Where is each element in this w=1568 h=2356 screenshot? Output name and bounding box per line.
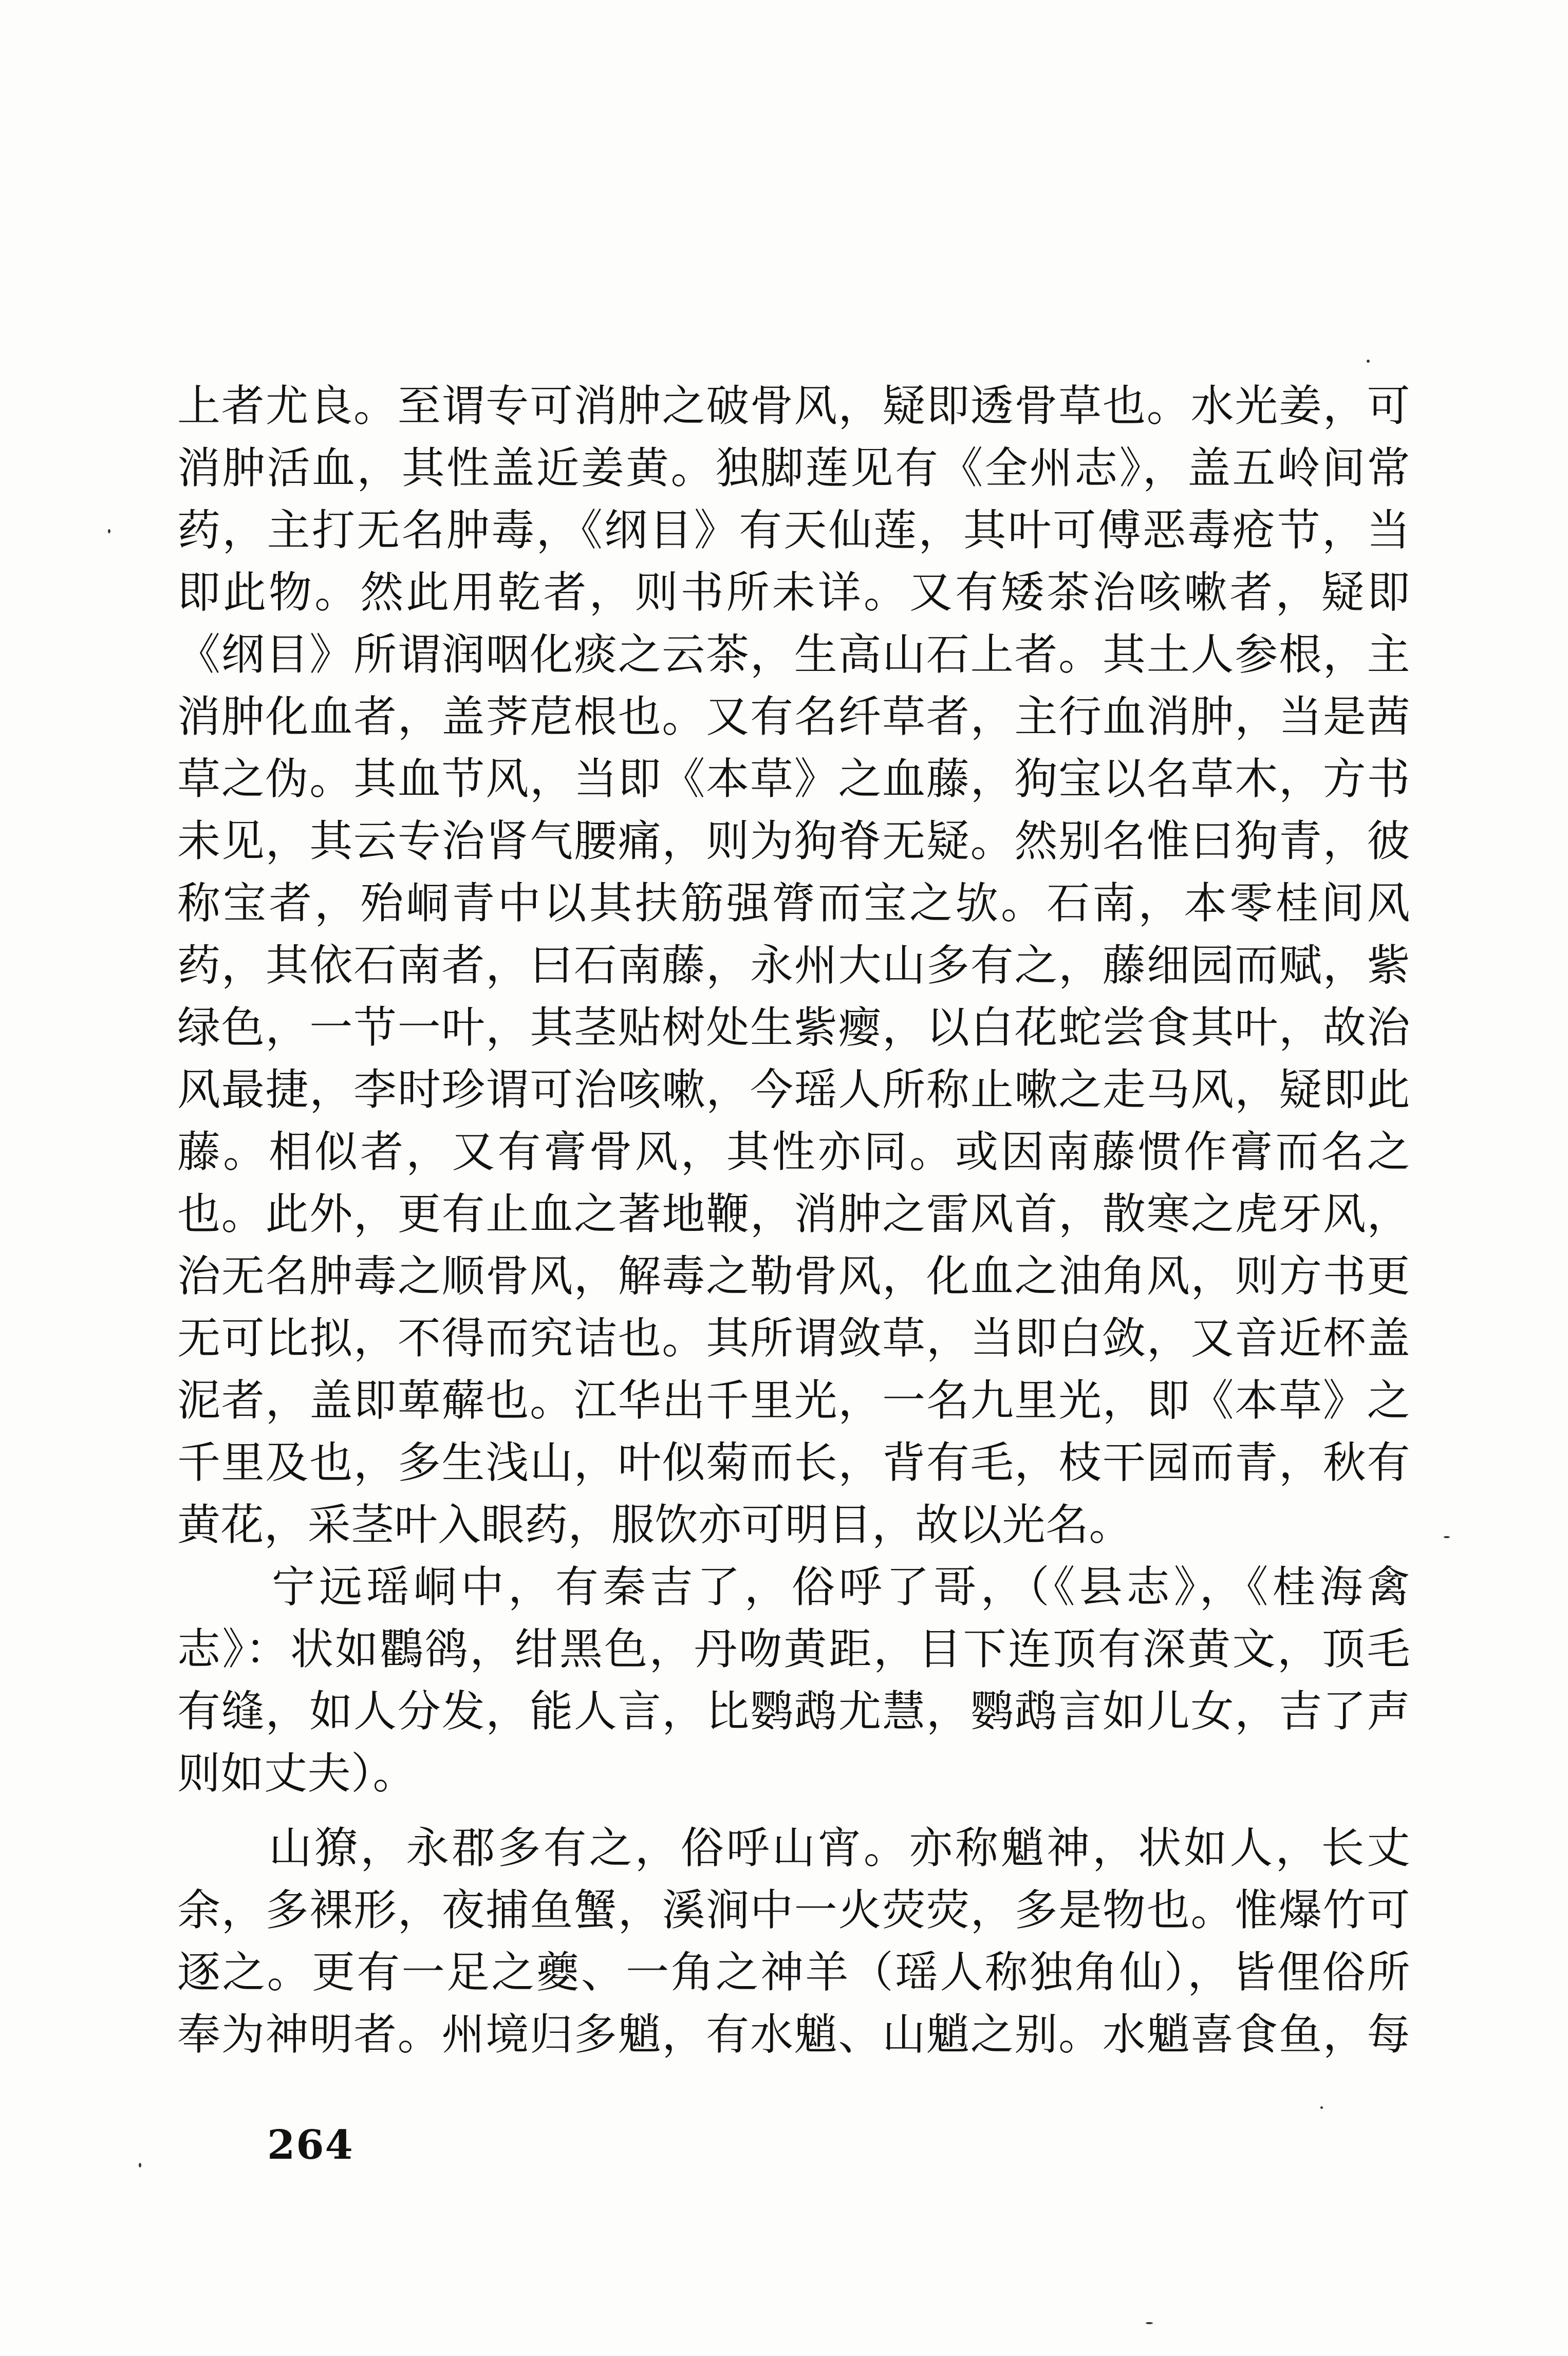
text-line: 药，主打无名肿毒，《纲目》有天仙莲，其叶可傅恶毒疮节，当 [177, 505, 1410, 555]
page-number: 264 [267, 2122, 354, 2168]
text-line: 也。此外，更有止血之著地鞭，消肿之雷风首，散寒之虎牙风， [177, 1189, 1410, 1239]
text-line: 消肿化血者，盖荠苨根也。又有名纤草者，主行血消肿，当是茜 [177, 691, 1410, 742]
text-line: 《纲目》所谓润咽化痰之云茶，生高山石上者。其土人参根，主 [177, 629, 1410, 680]
text-line: 草之伪。其血节风，当即《本草》之血藤，狗宝以名草木，方书 [177, 754, 1410, 804]
text-line: 逐之。更有一足之夔、一角之神羊（瑶人称独角仙），皆俚俗所 [177, 1947, 1410, 1997]
text-line: 无可比拟，不得而究诘也。其所谓敛草，当即白敛，又音近杯盖 [177, 1313, 1410, 1363]
paragraph-gap [177, 1805, 1410, 1817]
text-line: 绿色，一节一叶，其茎贴树处生紫瘿，以白花蛇尝食其叶，故治 [177, 1002, 1410, 1053]
text-line: 有缝，如人分发，能人言，比鹦鹉尤慧，鹦鹉言如儿女，吉了声 [177, 1686, 1410, 1736]
text-line: 余，多裸形，夜捕鱼蟹，溪涧中一火荧荧，多是物也。惟爆竹可 [177, 1885, 1410, 1935]
text-line: 奉为神明者。州境归多魈，有水魈、山魈之别。水魈喜食鱼，每 [177, 2009, 1410, 2060]
body-text [177, 375, 1410, 2066]
scan-speck [139, 2163, 141, 2167]
text-line: 上者尤良。至谓专可消肿之破骨风，疑即透骨草也。水光姜，可 [177, 381, 1410, 431]
text-line: 则如丈夫）。 [177, 1748, 417, 1799]
text-line: 黄花，采茎叶入眼药，服饮亦可明目，故以光名。 [177, 1500, 1133, 1550]
scan-speck [1146, 2322, 1153, 2324]
text-line: 泥者，盖即萆薢也。江华出千里光，一名九里光，即《本草》之 [177, 1375, 1410, 1426]
paragraph-1 [177, 375, 1410, 1556]
text-line: 志》：状如鸜鹆，绀黑色，丹吻黄距，目下连顶有深黄文，顶毛 [177, 1624, 1410, 1674]
text-line: 药，其依石南者，曰石南藤，永州大山多有之，藤细园而赋，紫 [177, 940, 1410, 990]
scan-speck [108, 529, 110, 533]
scan-speck [1320, 2106, 1323, 2109]
text-line: 千里及也，多生浅山，叶似菊而长，背有毛，枝干园而青，秋有 [177, 1437, 1410, 1488]
text-line: 宁远瑶峒中，有秦吉了，俗呼了哥，（《县志》，《桂海禽 [177, 1562, 1410, 1612]
text-line: 风最捷，李时珍谓可治咳嗽，今瑶人所称止嗽之走马风，疑即此 [177, 1064, 1410, 1115]
paragraph-3 [177, 1817, 1410, 2066]
text-line: 山獠，永郡多有之，俗呼山宵。亦称魈神，状如人，长丈 [177, 1823, 1410, 1873]
scan-speck [1367, 360, 1370, 363]
text-line: 消肿活血，其性盖近姜黄。独脚莲见有《全州志》，盖五岭间常 [177, 443, 1410, 493]
text-line: 称宝者，殆峒青中以其扶筋强膂而宝之欤。石南，本零桂间风 [177, 878, 1410, 928]
scan-speck [1444, 1536, 1450, 1538]
text-line: 藤。相似者，又有膏骨风，其性亦同。或因南藤惯作膏而名之 [177, 1127, 1410, 1177]
text-line: 治无名肿毒之顺骨风，解毒之勒骨风，化血之油角风，则方书更 [177, 1251, 1410, 1301]
text-line: 即此物。然此用乾者，则书所未详。又有矮茶治咳嗽者，疑即 [177, 567, 1410, 618]
text-line: 未见，其云专治肾气腰痛，则为狗脊无疑。然别名惟曰狗青，彼 [177, 816, 1410, 866]
paragraph-2 [177, 1556, 1410, 1805]
